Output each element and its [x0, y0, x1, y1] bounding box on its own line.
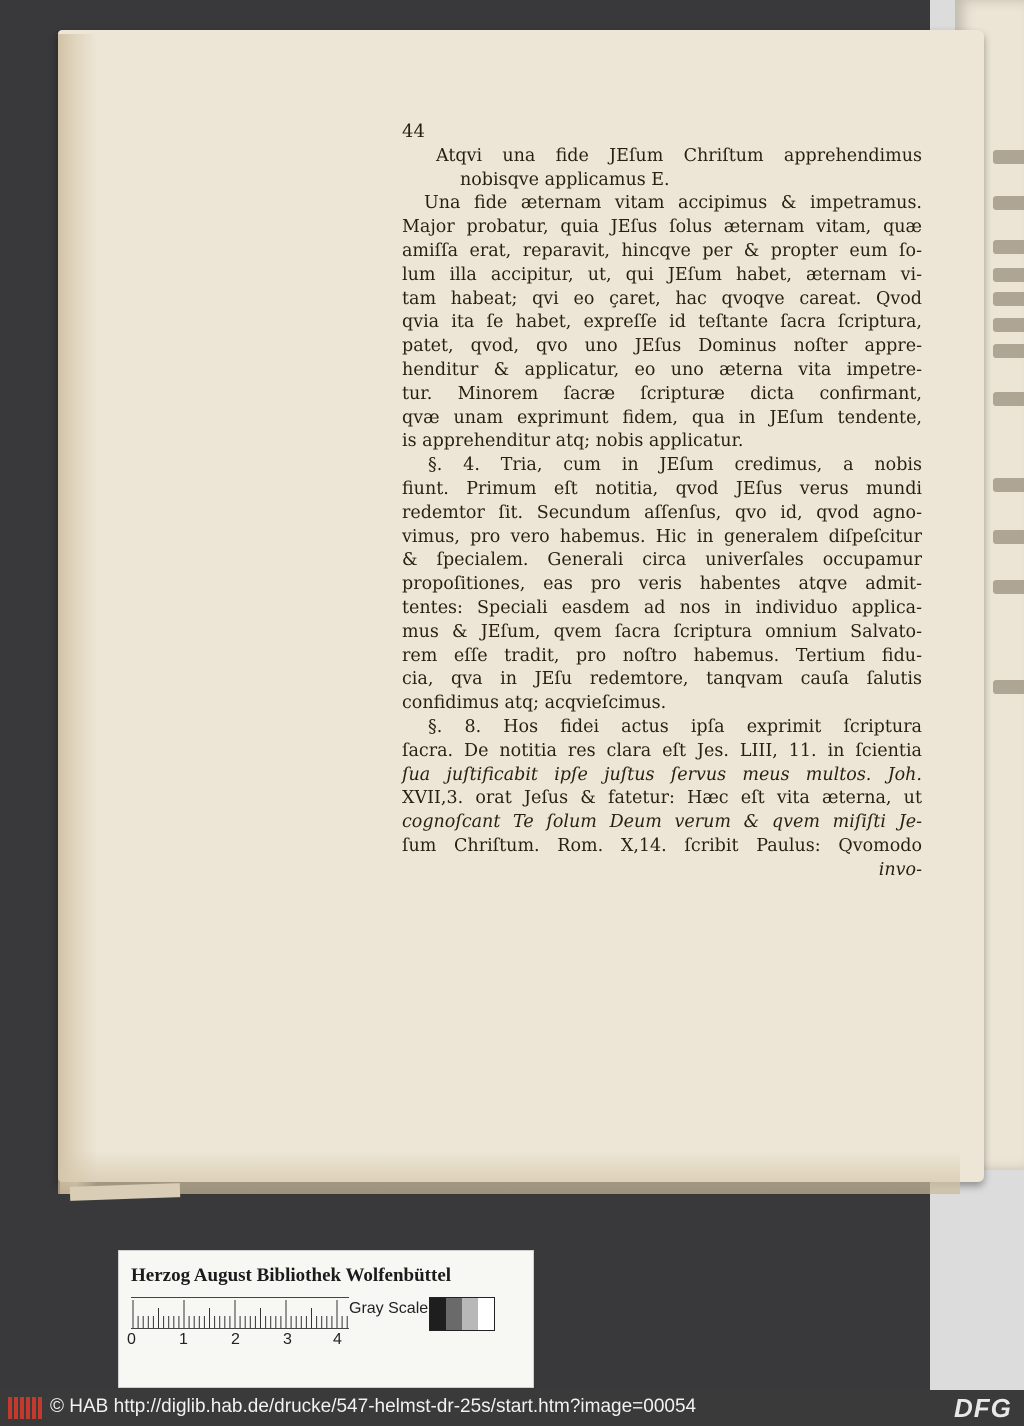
swatch: [446, 1298, 462, 1330]
text-line: ſacra. De notitia res clara eſt Jes. LIII, 11. in ſcientia: [402, 740, 922, 761]
dfg-logo: DFG: [954, 1393, 1012, 1423]
text-line: tur. Minorem ſacræ ſcripturæ dicta confirmant,: [402, 383, 922, 404]
text-line: cia, qva in JEſu redemtore, tanqvam cauſa ſalutis: [402, 669, 922, 690]
text-line: qvia ita ſe habet, expreſſe id teſtante ſacra ſcriptura,: [402, 312, 922, 333]
ruler-scale: [131, 1297, 349, 1329]
text-line: Major probatur, quia JEſus ſolus æternam vitam, quæ: [402, 217, 922, 238]
library-logo-icon: [6, 1394, 46, 1422]
text-line: propoſitiones, eas pro veris habentes atqve admit-: [402, 574, 922, 595]
text-line: XVII,3. orat Jeſus & fatetur: Hæc eſt vita æterna, ut: [402, 788, 922, 809]
footer-bar: [0, 1390, 1024, 1426]
printed-text: [402, 120, 922, 883]
text-line: redemtor ſit. Secundum aſſenſus, qvo id, qvod agno-: [402, 502, 922, 523]
section-heading-line: §. 4. Tria, cum in JEſum credimus, a nobis: [428, 455, 922, 476]
grayscale-label: Gray Scale: [349, 1300, 429, 1317]
text-line: confidimus atq; acqvieſcimus.: [402, 693, 667, 714]
text-line: tentes: Speciali easdem ad nos in individuo applica-: [402, 597, 922, 618]
page-number: 44: [402, 121, 425, 142]
catchword: invo-: [878, 859, 922, 880]
text-line: & ſpecialem. Generali circa univerſales occupamur: [402, 550, 922, 571]
text-line: patet, qvod, qvo uno JEſus Dominus noſter appre-: [402, 336, 922, 357]
text-line: qvæ unam exprimunt fidem, qua in JEſum tendente,: [402, 407, 922, 428]
swatch: [462, 1298, 478, 1330]
source-url[interactable]: © HAB http://diglib.hab.de/drucke/547-helmst-dr-25s/start.htm?image=00054: [50, 1396, 697, 1417]
text-line: vimus, pro vero habemus. Hic in generalem diſpeſcitur: [402, 526, 922, 547]
ruler-number: 1: [179, 1331, 188, 1348]
text-line: ſum Chriſtum. Rom. X,14. ſcribit Paulus: Qvomodo: [402, 835, 922, 856]
ruler-number: 2: [231, 1331, 240, 1348]
text-line: fiunt. Primum eſt notitia, qvod JEſus verus mundi: [402, 478, 922, 499]
swatch: [478, 1298, 494, 1330]
text-line: cognoſcant Te ſolum Deum verum & qvem miſiſti Je-: [402, 812, 922, 833]
text-line: henditur & applicatur, eo uno æterna vita impetre-: [402, 359, 922, 380]
text-line: lum illa accipitur, ut, qui JEſum habet, æternam vi-: [402, 264, 922, 285]
ruler-ticks: [131, 1298, 349, 1328]
ruler-number: 0: [127, 1331, 136, 1348]
library-label: [118, 1250, 534, 1388]
text-line: mus & JEſum, qvem ſacra ſcriptura omnium Salvato-: [402, 621, 922, 642]
library-name: Herzog August Bibliothek Wolfenbüttel: [131, 1265, 452, 1286]
text-line: Una fide æternam vitam accipimus & impetramus.: [424, 193, 922, 214]
page-edge-left: [58, 34, 98, 1194]
page-edge-bottom: [60, 1150, 960, 1194]
text-line: nobisqve applicamus E.: [460, 169, 670, 190]
ruler-number: 4: [333, 1331, 342, 1348]
text-line: ſua juſtificabit ipſe juſtus ſervus meus multos. Joh.: [402, 764, 922, 785]
grayscale-swatches: [429, 1297, 495, 1331]
text-line: rem eſſe tradit, pro noſtro habemus. Tertium fidu-: [402, 645, 922, 666]
swatch: [430, 1298, 446, 1330]
text-line: tam habeat; qvi eo çaret, hac qvoqve careat. Qvod: [402, 288, 922, 309]
text-line: amiſſa erat, reparavit, hincqve per & propter eum ſo-: [402, 240, 922, 261]
text-line: Atqvi una fide JEſum Chriſtum apprehendimus: [436, 145, 922, 166]
text-line: is apprehenditur atq; nobis applicatur.: [402, 431, 744, 452]
ruler-number: 3: [283, 1331, 292, 1348]
section-heading-line: §. 8. Hos fidei actus ipſa exprimit ſcriptura: [428, 716, 922, 737]
